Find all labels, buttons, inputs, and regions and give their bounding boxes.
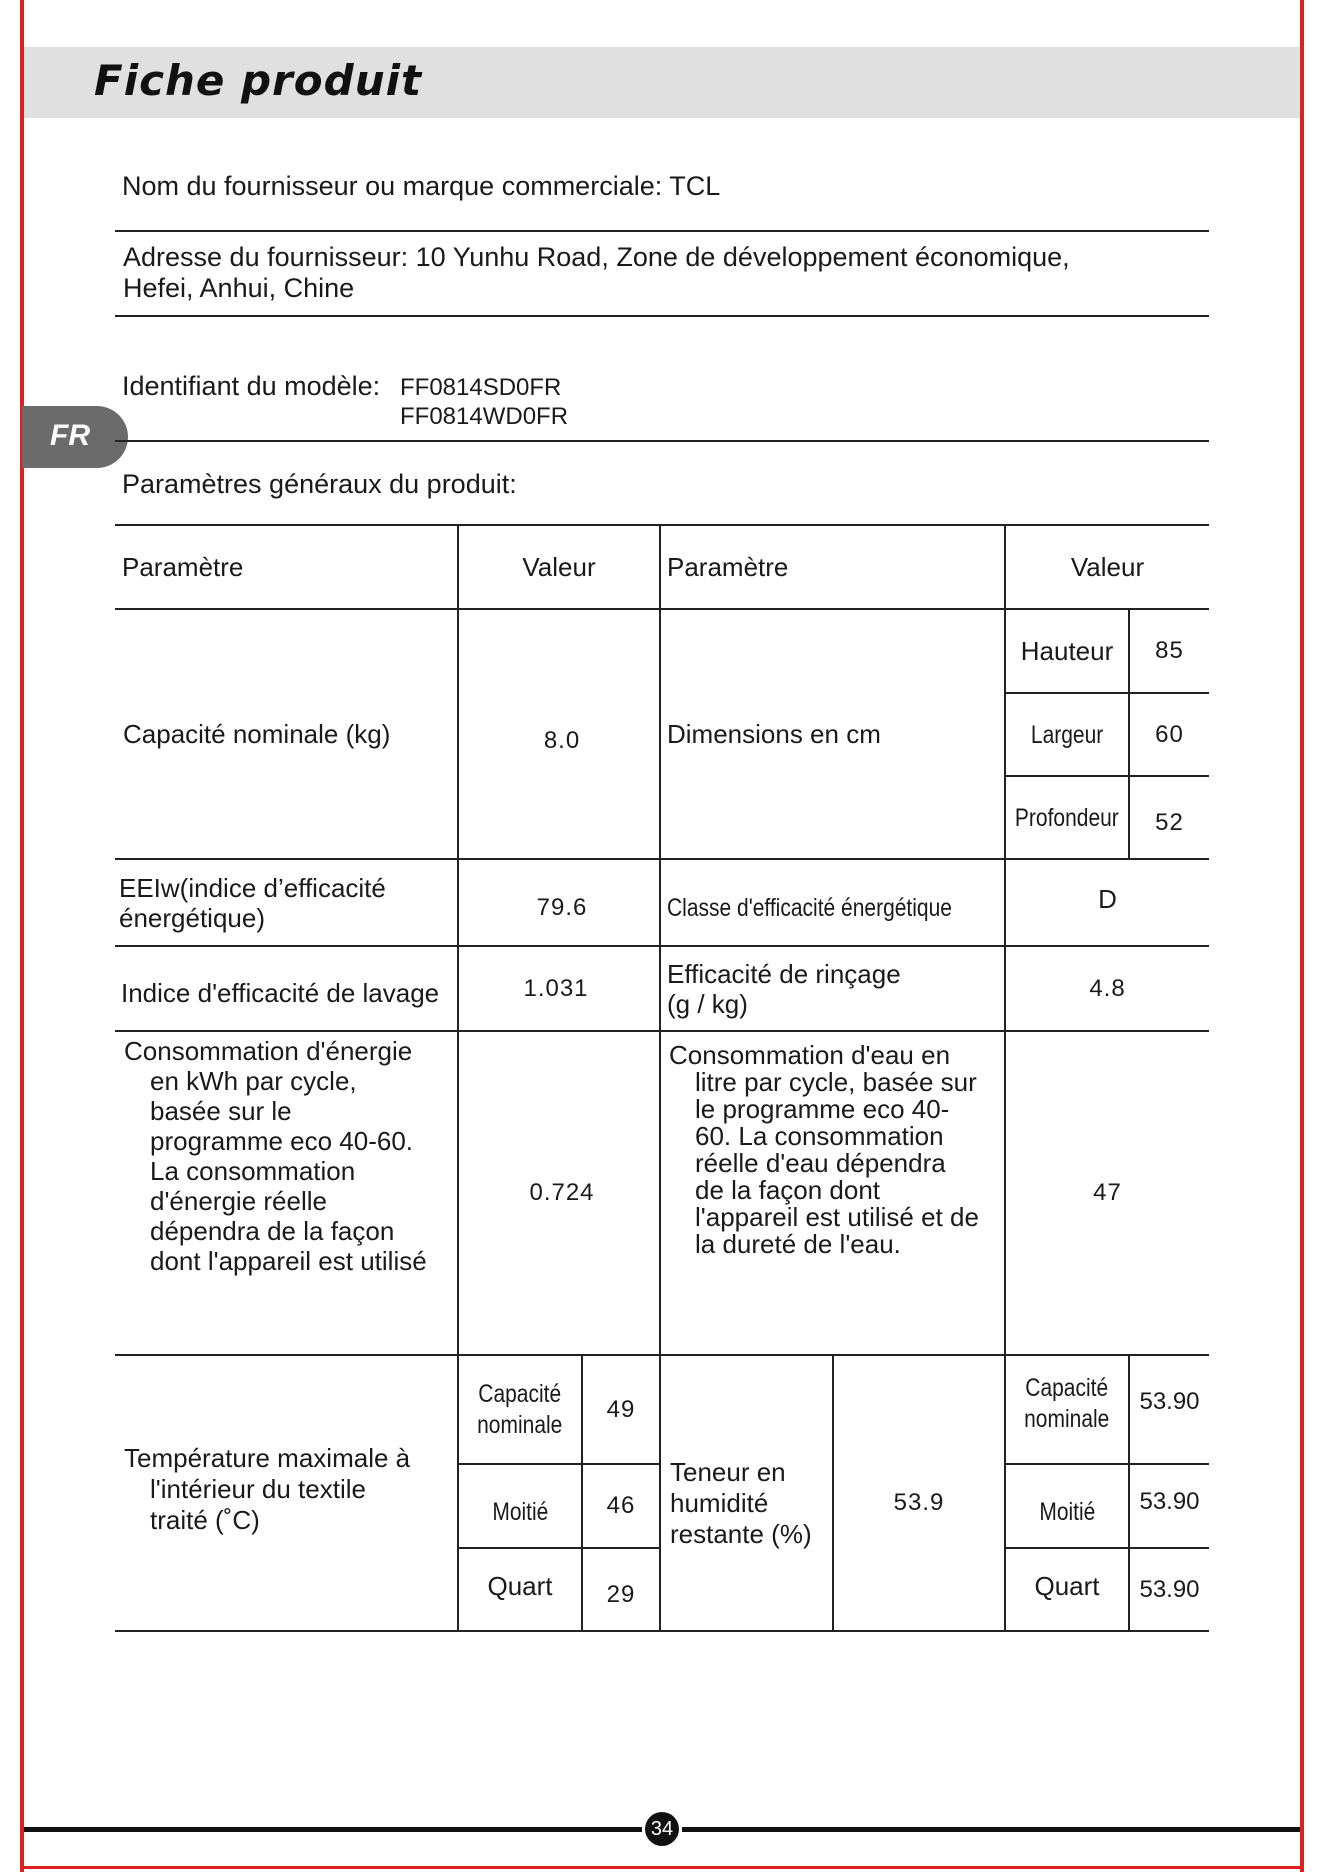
moisture-label bbox=[670, 1356, 832, 1630]
dimensions-label: Dimensions en cm bbox=[667, 719, 881, 749]
max-temp-row-label bbox=[459, 1465, 581, 1547]
water-consumption-line: 60. La consommation bbox=[695, 1121, 944, 1151]
capacity-value: 8.0 bbox=[543, 727, 581, 754]
capacity-label: Capacité nominale (kg) bbox=[123, 719, 391, 749]
params-title: Paramètres généraux du produit: bbox=[122, 469, 517, 499]
max-temperature-line: traité (˚C) bbox=[150, 1504, 260, 1535]
page-number: 34 bbox=[645, 1812, 679, 1846]
washing-value: 1.031 bbox=[523, 974, 589, 1002]
divider bbox=[115, 440, 1209, 442]
max-temp-value: 46 bbox=[606, 1492, 636, 1519]
divider bbox=[115, 230, 1209, 232]
width-label-text: Largeur bbox=[1030, 721, 1104, 749]
energy-consumption-line: dont l'appareil est utilisé bbox=[150, 1246, 427, 1276]
energy-consumption-label bbox=[124, 1036, 457, 1286]
rinsing-label bbox=[667, 947, 1002, 1030]
table-line bbox=[115, 1630, 1209, 1632]
width-label bbox=[1006, 694, 1128, 776]
moisture-label-line: humidité bbox=[670, 1487, 769, 1518]
supplier-name: Nom du fournisseur ou marque commerciale: TCL bbox=[122, 171, 721, 201]
moisture-row-label-text: Moitié bbox=[1038, 1498, 1096, 1526]
moisture-row-label-line: nominale bbox=[1024, 1404, 1110, 1433]
table-header-cell: Valeur bbox=[522, 552, 596, 582]
language-tab bbox=[22, 406, 128, 468]
energy-consumption-line: Consommation d'énergie bbox=[124, 1036, 413, 1066]
water-consumption-line: de la façon dont bbox=[695, 1175, 881, 1205]
rinsing-label-line: Efficacité de rinçage bbox=[667, 958, 901, 989]
page-border-bottom bbox=[20, 1866, 1304, 1869]
depth-value: 52 bbox=[1155, 809, 1184, 836]
footer-line bbox=[24, 1827, 642, 1832]
water-consumption-line: l'appareil est utilisé et de bbox=[695, 1202, 979, 1232]
max-temperature-line: Température maximale à bbox=[124, 1442, 411, 1473]
max-temp-row-label: Quart bbox=[487, 1570, 553, 1601]
page-title: Fiche produit bbox=[94, 56, 423, 105]
energy-class-value: D bbox=[1098, 883, 1117, 914]
max-temp-value: 49 bbox=[606, 1395, 636, 1423]
energy-class-label-text: Classe d'efficacité énergétique bbox=[667, 893, 952, 922]
max-temp-row-label-line: Capacité bbox=[478, 1379, 562, 1408]
moisture-label-line: restante (%) bbox=[670, 1518, 812, 1549]
moisture-row-value: 53.90 bbox=[1139, 1387, 1200, 1415]
depth-label-text: Profondeur bbox=[1015, 804, 1119, 832]
depth-label bbox=[1006, 777, 1128, 859]
max-temp-value: 29 bbox=[606, 1580, 636, 1608]
rinsing-label-line: (g / kg) bbox=[667, 988, 748, 1019]
energy-consumption-line: La consommation bbox=[150, 1156, 356, 1186]
moisture-label-line: Teneur en bbox=[670, 1456, 786, 1487]
supplier-address-line2: Hefei, Anhui, Chine bbox=[123, 273, 355, 303]
water-consumption-line: réelle d'eau dépendra bbox=[695, 1148, 946, 1178]
page-border-right bbox=[1300, 0, 1304, 1872]
model-label: Identifiant du modèle: bbox=[122, 371, 381, 401]
supplier-address-line1: Adresse du fournisseur: 10 Yunhu Road, Zone de développement économique, bbox=[123, 242, 1070, 272]
energy-consumption-line: en kWh par cycle, bbox=[150, 1066, 357, 1096]
table-header-cell: Paramètre bbox=[667, 552, 789, 582]
eeiw-value: 79.6 bbox=[536, 893, 588, 921]
water-consumption-line: Consommation d'eau en bbox=[669, 1040, 951, 1070]
energy-consumption-line: basée sur le bbox=[150, 1096, 292, 1126]
footer-line bbox=[682, 1827, 1300, 1832]
water-consumption-line: litre par cycle, basée sur bbox=[695, 1067, 977, 1097]
water-consumption-value: 47 bbox=[1093, 1179, 1122, 1206]
moisture-row-label bbox=[1006, 1356, 1128, 1463]
table-header-cell: Paramètre bbox=[122, 552, 244, 582]
divider bbox=[115, 315, 1209, 317]
max-temp-row-label bbox=[459, 1356, 581, 1463]
max-temp-row-label-line: nominale bbox=[477, 1410, 563, 1439]
energy-class-label bbox=[667, 860, 1002, 945]
washing-label: Indice d'efficacité de lavage bbox=[121, 977, 440, 1008]
model-id: FF0814SD0FR bbox=[400, 374, 562, 401]
energy-consumption-line: programme eco 40-60. bbox=[150, 1126, 414, 1156]
height-label: Hauteur bbox=[1020, 636, 1114, 666]
moisture-row-label-line: Capacité bbox=[1025, 1373, 1109, 1402]
moisture-row-label: Quart bbox=[1034, 1570, 1100, 1601]
water-consumption-line: la dureté de l'eau. bbox=[695, 1229, 901, 1259]
rinsing-value: 4.8 bbox=[1089, 974, 1126, 1002]
water-consumption-line: le programme eco 40- bbox=[695, 1094, 950, 1124]
max-temp-row-label-text: Moitié bbox=[491, 1498, 549, 1526]
width-value: 60 bbox=[1155, 721, 1184, 748]
eeiw-label-line: EEIw(indice d’efficacité bbox=[119, 872, 386, 903]
eeiw-label-line: énergétique) bbox=[119, 902, 265, 933]
height-value: 85 bbox=[1155, 637, 1184, 664]
moisture-row-label bbox=[1006, 1465, 1128, 1547]
eeiw-label bbox=[119, 860, 455, 945]
page-border-left bbox=[20, 0, 24, 1872]
language-tab-label: FR bbox=[50, 419, 90, 452]
max-temperature-label bbox=[124, 1356, 457, 1630]
max-temperature-line: l'intérieur du textile bbox=[150, 1473, 366, 1504]
moisture-value: 53.9 bbox=[893, 1489, 945, 1516]
table-header-cell: Valeur bbox=[1070, 552, 1145, 582]
energy-consumption-value: 0.724 bbox=[529, 1179, 595, 1206]
moisture-row-value: 53.90 bbox=[1139, 1488, 1200, 1515]
model-id: FF0814WD0FR bbox=[400, 403, 569, 430]
water-consumption-label bbox=[669, 1042, 1004, 1282]
energy-consumption-line: dépendra de la façon bbox=[150, 1216, 395, 1246]
energy-consumption-line: d'énergie réelle bbox=[150, 1186, 327, 1216]
moisture-row-value: 53.90 bbox=[1139, 1575, 1200, 1603]
model-ids bbox=[400, 373, 568, 431]
